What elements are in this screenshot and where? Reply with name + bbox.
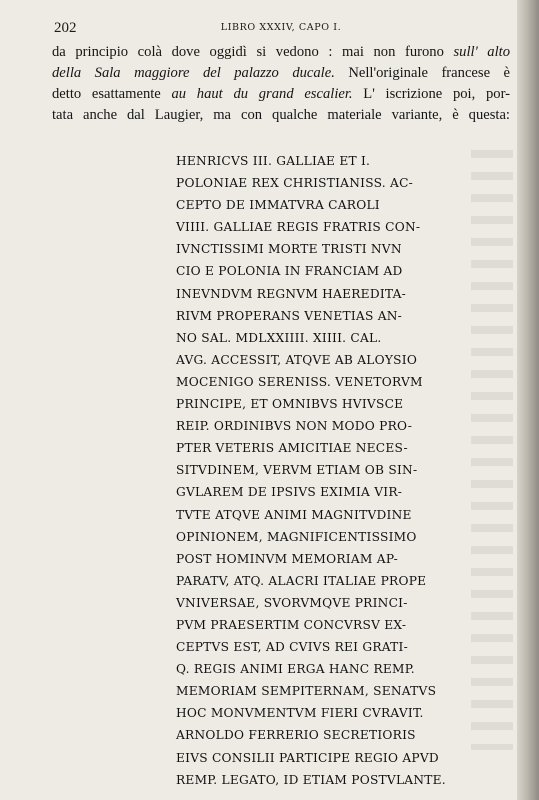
prose-line <box>52 105 510 126</box>
inscription-line: PARATV, ATQ. ALACRI ITALIAE PROPE <box>176 573 427 588</box>
inscription-line: ARNOLDO FERRERIO SECRETIORIS <box>176 728 416 743</box>
text-run: L' iscrizione poi, por- <box>352 86 510 102</box>
inscription-line: REIP. ORDINIBVS NON MODO PRO- <box>176 419 413 434</box>
inscription-line: PRINCIPE, ET OMNIBVS HVIVSCE <box>176 397 404 412</box>
inscription-line: PTER VETERIS AMICITIAE NECES- <box>176 441 408 456</box>
text-run: tata anche dal Laugier, ma con qualche materiale variante, è questa: <box>52 107 510 123</box>
italic-run: au haut du grand escalier. <box>171 86 353 102</box>
inscription-line: PVM PRAESERTIM CONCVRSV EX- <box>176 617 407 632</box>
inscription-line: TVTE ATQVE ANIMI MAGNITVDINE <box>176 507 412 522</box>
inscription-line: CEPTVS EST, AD CVIVS REI GRATI- <box>176 640 408 655</box>
prose-line <box>52 84 510 105</box>
text-run: detto esattamente <box>52 86 172 102</box>
latin-inscription <box>176 150 476 791</box>
inscription-line: CIO E POLONIA IN FRANCIAM AD <box>176 264 403 279</box>
prose-line <box>52 42 510 63</box>
inscription-line: NO SAL. MDLXXIIII. XIIII. CAL. <box>176 330 382 345</box>
prose-paragraph <box>52 42 510 126</box>
text-run: Nell'originale francese è <box>334 65 511 81</box>
inscription-line: VIIII. GALLIAE REGIS FRATRIS CON- <box>176 220 421 235</box>
book-gutter <box>517 0 539 800</box>
text-run: da principio colà dove oggidì si vedono : mai non furono <box>52 44 454 60</box>
running-head: LIBRO XXXIV, CAPO I. <box>220 22 342 33</box>
inscription-line: VNIVERSAE, SVORVMQVE PRINCI- <box>176 595 408 610</box>
inscription-line: AVG. ACCESSIT, ATQVE AB ALOYSIO <box>176 352 418 367</box>
inscription-line: MOCENIGO SERENISS. VENETORVM <box>176 374 423 389</box>
inscription-line: INEVNDVM REGNVM HAEREDITA- <box>176 286 407 301</box>
inscription-line: OPINIONEM, MAGNIFICENTISSIMO <box>176 529 417 544</box>
inscription-line: GVLAREM DE IPSIVS EXIMIA VIR- <box>176 485 403 500</box>
page-header <box>54 20 508 40</box>
inscription-line: SITVDINEM, VERVM ETIAM OB SIN- <box>176 463 418 478</box>
inscription-line: HENRICVS III. GALLIAE ET I. <box>176 154 371 168</box>
inscription-line: CEPTO DE IMMATVRA CAROLI <box>176 198 380 213</box>
inscription-line: IVNCTISSIMI MORTE TRISTI NVN <box>176 242 402 257</box>
prose-line <box>52 63 510 84</box>
inscription-line: REMP. LEGATO, ID ETIAM POSTVLANTE. <box>176 772 446 787</box>
italic-run: della Sala maggiore del palazzo ducale. <box>52 65 335 81</box>
inscription-line: MEMORIAM SEMPITERNAM, SENATVS <box>176 684 437 699</box>
inscription-line: POST HOMINVM MEMORIAM AP- <box>176 551 398 566</box>
italic-run: sull' alto <box>453 44 510 60</box>
inscription-line: POLONIAE REX CHRISTIANISS. AC- <box>176 176 414 191</box>
inscription-line: RIVM PROPERANS VENETIAS AN- <box>176 308 403 323</box>
inscription-line: Q. REGIS ANIMI ERGA HANC REMP. <box>176 662 415 677</box>
inscription-line: EIVS CONSILII PARTICIPE REGIO APVD <box>176 750 439 765</box>
inscription-line: HOC MONVMENTVM FIERI CVRAVIT. <box>176 706 424 721</box>
facing-page-bleed-through <box>471 150 513 750</box>
page-number: 202 <box>54 20 77 36</box>
